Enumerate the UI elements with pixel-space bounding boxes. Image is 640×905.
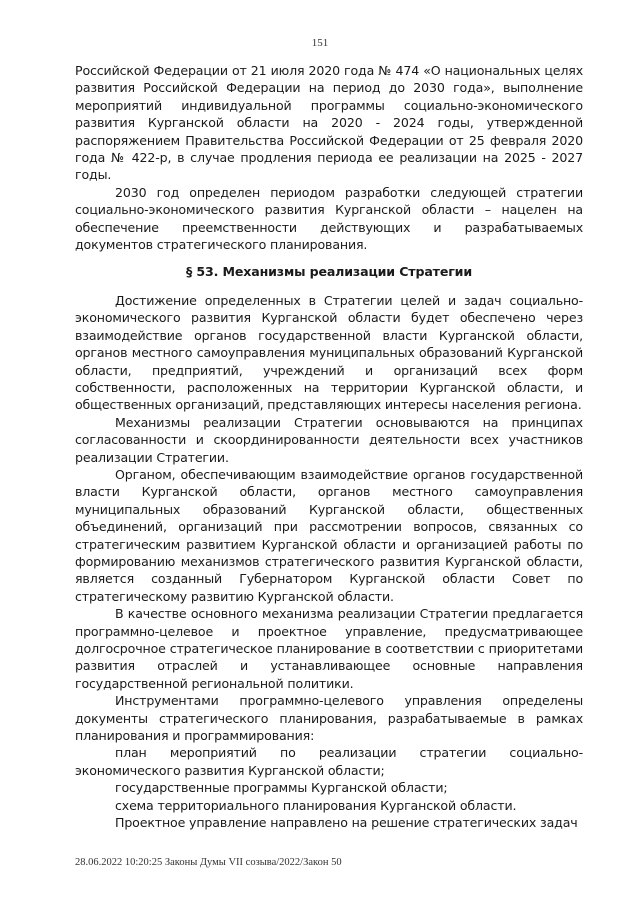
paragraph: Достижение определенных в Стратегии целей и задач социально-экономического развития Курганской области будет обеспечено через взаимодействие органов государственной власти Курганской области, органов местного самоуправления муниципальных образований Курганской области, предприятий, учреждений и организаций всех форм собственности, расположенных на территории Курганской области, и общественных организаций, представляющих интересы населения региона. (75, 292, 583, 413)
paragraph: Механизмы реализации Стратегии основываются на принципах согласованности и скоординированности деятельности всех участников реализации Стратегии. (75, 414, 583, 465)
paragraph: Органом, обеспечивающим взаимодействие органов государственной власти Курганской области, органов местного самоуправления муниципальных образований Курганской области, общественных объединений, организаций при рассмотрении вопросов, связанных со стратегическим развитием Курганской области и организацией работы по формированию механизмов стратегического развития Курганской области, является созданный Губернатором Курганской области Совет по стратегическому развитию Курганской области. (75, 466, 583, 604)
paragraph: Инструментами программно-целевого управления определены документы стратегического планирования, разрабатываемые в рамках планирования и программирования: (75, 693, 583, 744)
list-item: государственные программы Курганской области; (115, 780, 448, 796)
list-item: схема территориального планирования Курганской области. (115, 797, 517, 813)
paragraph: Проектное управление направлено на решение стратегических задач (115, 815, 578, 831)
section-heading: § 53. Механизмы реализации Стратегии (186, 264, 472, 280)
paragraph: 2030 год определен периодом разработки следующей стратегии социально-экономического развития Курганской области – нацелен на обеспечение преемственности действующих и разрабатываемых документов стратегического планирования. (75, 184, 583, 253)
paragraph: Российской Федерации от 21 июля 2020 года № 474 «О национальных целях развития Российской Федерации на период до 2030 года», выполнение мероприятий индивидуальной программы социально-экономического развития Курганской области на 2020 - 2024 годы, утвержденной распоряжением Правительства Российской Федерации от 25 февраля 2020 года № 422-р, в случае продления периода ее реализации на 2025 - 2027 годы. (75, 63, 583, 183)
paragraph: В качестве основного механизма реализации Стратегии предлагается программно-целевое и проектное управление, предусматривающее долгосрочное стратегическое планирование в соответствии с приоритетами развития отраслей и устанавливающее основные направления государственной региональной политики. (75, 606, 583, 691)
page-number: 151 (311, 37, 329, 49)
footer-stamp: 28.06.2022 10:20:25 Законы Думы VII созыва/2022/Закон 50 (75, 857, 342, 868)
list-item: план мероприятий по реализации стратегии социально-экономического развития Курганской области; (75, 745, 583, 778)
document-body (75, 62, 583, 831)
